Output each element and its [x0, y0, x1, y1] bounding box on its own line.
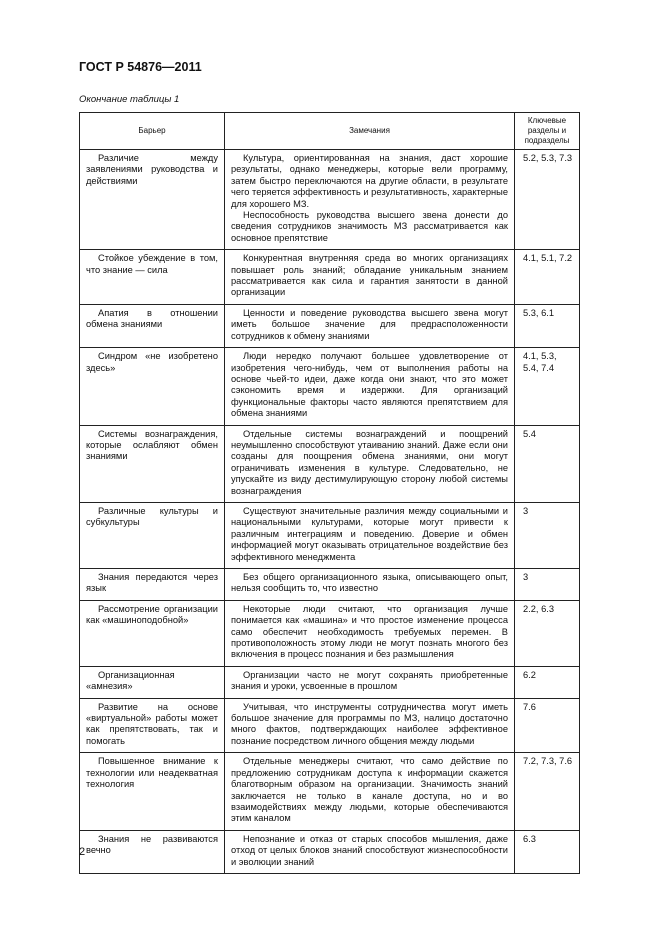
barrier-cell: Стойкое убеждение в том, что знание — сила	[80, 250, 225, 305]
remarks-cell	[225, 753, 515, 830]
table-row	[80, 250, 580, 305]
table-row	[80, 698, 580, 753]
remark-paragraph: Отдельные системы вознаграждений и поощрений неумышленно способствуют утаиванию знаний. Даже если они созданы для поощрения обмена знаниями, они могут ограничивать изменения в культуре. Следовательно, не упускайте из виду дестимулирующую сторону любой системы вознаграждения	[231, 428, 508, 496]
sections-cell: 6.3	[515, 830, 580, 873]
barrier-cell: Различные культуры и субкультуры	[80, 502, 225, 568]
remark-paragraph: Ценности и поведение руководства высшего звена могут иметь большое значение для предрасположенности сотрудников к обмену знаниями	[231, 307, 508, 341]
barrier-cell: Развитие на основе «виртуальной» работы может как препятствовать, так и помогать	[80, 698, 225, 753]
column-header-barrier: Барьер	[80, 113, 225, 150]
remark-paragraph: Непознание и отказ от старых способов мышления, даже отход от целых блоков знаний способствуют жизнеспособности и эволюции знаний	[231, 833, 508, 867]
table-row	[80, 304, 580, 347]
table-header-row	[80, 113, 580, 150]
barrier-cell: Знания не развиваются вечно	[80, 830, 225, 873]
table-row	[80, 502, 580, 568]
table-row	[80, 348, 580, 425]
sections-cell: 5.4	[515, 425, 580, 502]
sections-cell: 7.6	[515, 698, 580, 753]
table-row	[80, 600, 580, 666]
remarks-cell	[225, 150, 515, 250]
barrier-cell: Апатия в отношении обмена знаниями	[80, 304, 225, 347]
table-row	[80, 753, 580, 830]
table-row	[80, 569, 580, 601]
column-header-remarks: Замечания	[225, 113, 515, 150]
sections-cell: 2.2, 6.3	[515, 600, 580, 666]
remarks-cell	[225, 830, 515, 873]
table-row	[80, 830, 580, 873]
barrier-cell: Организационная «амнезия»	[80, 666, 225, 698]
remark-paragraph: Организации часто не могут сохранять приобретенные знания и уроки, усвоенные в прошлом	[231, 669, 508, 692]
barrier-cell: Повышенное внимание к технологии или неадекватная технология	[80, 753, 225, 830]
barrier-cell: Различие между заявлениями руководства и действиями	[80, 150, 225, 250]
remarks-cell	[225, 502, 515, 568]
remarks-cell	[225, 250, 515, 305]
sections-cell: 5.2, 5.3, 7.3	[515, 150, 580, 250]
sections-cell: 3	[515, 569, 580, 601]
remark-paragraph: Отдельные менеджеры считают, что само действие по предложению сотрудникам доступа к информации скажется благотворным образом на организации. Значимость знаний заключается не только в канале доступа, но и во взаимодействиях между людьми, которые обеспечиваются этим каналом	[231, 756, 508, 824]
barrier-cell: Синдром «не изобретено здесь»	[80, 348, 225, 425]
remarks-cell	[225, 698, 515, 753]
remark-paragraph: Без общего организационного языка, описывающего опыт, нельзя сообщить то, что известно	[231, 572, 508, 594]
sections-cell: 3	[515, 502, 580, 568]
barriers-table	[79, 112, 580, 874]
remarks-cell	[225, 600, 515, 666]
barrier-cell: Рассмотрение организации как «машиноподобной»	[80, 600, 225, 666]
table-row	[80, 666, 580, 698]
remark-paragraph: Культура, ориентированная на знания, даст хорошие результаты, однако менеджеры, которые вели программу, затем быстро переключаются на другие области, в результате чего теряется эффективность и результативность, характерные для хорошего МЗ.	[231, 153, 508, 209]
barrier-cell: Знания передаются через язык	[80, 569, 225, 601]
remark-paragraph: Неспособность руководства высшего звена донести до сведения сотрудников значимость МЗ рассматривается как основное препятствие	[231, 210, 508, 243]
table-caption: Окончание таблицы 1	[79, 94, 180, 105]
remark-paragraph: Конкурентная внутренняя среда во многих организациях повышает роль знаний; обладание уникальным знанием рассматривается как сила и гарантия занятости в данной организации	[231, 253, 508, 298]
remark-paragraph: Существуют значительные различия между социальными и национальными культурами, которые могут привести к различным интеграциям и поведению. Доверие и обмен информацией могут оказывать отрицательное воздействие без эффективного менеджмента	[231, 505, 508, 562]
remarks-cell	[225, 666, 515, 698]
table-row	[80, 425, 580, 502]
remark-paragraph: Люди нередко получают большее удовлетворение от изобретения чего-нибудь, чем от выполнения работы на основе чьей-то идеи, даже когда они знают, что это может сэкономить время и издержки. Для организаций функциональные факторы часто являются препятствием для обмена знаниями	[231, 351, 508, 419]
remarks-cell	[225, 569, 515, 601]
remarks-cell	[225, 304, 515, 347]
column-header-sections: Ключевые разделы и подразделы	[515, 113, 580, 150]
sections-cell: 6.2	[515, 666, 580, 698]
remark-paragraph: Учитывая, что инструменты сотрудничества могут иметь большое значение для программы по МЗ, налицо достаточно много фактов, подтверждающих наиболее эффективное познание посредством личного общения между людьми	[231, 701, 508, 746]
sections-cell: 4.1, 5.1, 7.2	[515, 250, 580, 305]
page-number: 2	[79, 846, 86, 858]
sections-cell: 4.1, 5.3, 5.4, 7.4	[515, 348, 580, 425]
standard-header: ГОСТ Р 54876—2011	[79, 60, 202, 74]
table-row	[80, 150, 580, 250]
sections-cell: 5.3, 6.1	[515, 304, 580, 347]
remarks-cell	[225, 348, 515, 425]
remarks-cell	[225, 425, 515, 502]
sections-cell: 7.2, 7.3, 7.6	[515, 753, 580, 830]
remark-paragraph: Некоторые люди считают, что организация лучше понимается как «машина» и что простое изменение процесса само обеспечит необходимость требуемых перемен. В противоположность этому люди не могут познать многого без включения в процесс познания и без размышления	[231, 603, 508, 660]
barrier-cell: Системы вознаграждения, которые ослабляют обмен знаниями	[80, 425, 225, 502]
